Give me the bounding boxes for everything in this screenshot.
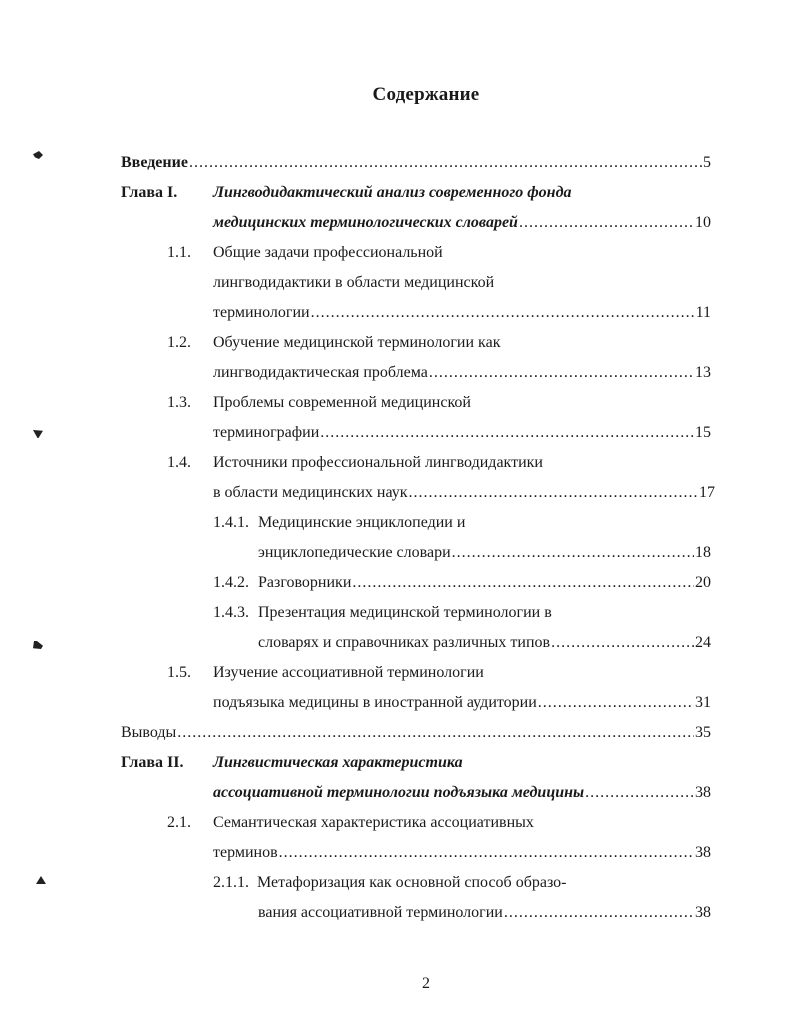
toc-number: 1.4.2.: [213, 574, 249, 591]
toc-number: 1.4.1.: [213, 514, 249, 531]
scan-mark: [36, 876, 46, 884]
toc-title-line: Разговорники: [258, 574, 352, 591]
toc-title-line: словарях и справочниках различных типов: [258, 634, 551, 651]
leader-dots: [320, 423, 694, 443]
toc-title-line: Лингводидактический анализ современного фонда: [213, 184, 572, 201]
leader-dots: [585, 783, 694, 803]
scan-mark: [33, 151, 43, 159]
toc-number: 1.3.: [167, 394, 191, 411]
toc-number: 1.4.3.: [213, 604, 249, 621]
toc-page: 18: [695, 544, 711, 561]
leader-dots: [311, 303, 695, 323]
toc-page: 38: [695, 904, 711, 921]
toc-title-line: Лингвистическая характеристика: [213, 754, 463, 771]
toc-title-line: Семантическая характеристика ассоциативных: [213, 814, 534, 831]
toc-page: 38: [695, 784, 711, 801]
toc-entry-1-4-1: [258, 543, 711, 563]
toc-title-line: Презентация медицинской терминологии в: [258, 604, 552, 621]
toc-title-line: вания ассоциативной терминологии: [258, 904, 503, 921]
leader-dots: [352, 573, 694, 593]
toc-page: 13: [695, 364, 711, 381]
toc-entry-1-3: [213, 423, 711, 443]
toc-title-line: медицинских терминологических словарей: [213, 214, 518, 231]
toc-title-line: Медицинские энциклопедии и: [258, 514, 466, 531]
toc-number: Глава II.: [121, 754, 184, 771]
page-number: 2: [422, 975, 430, 992]
toc-page: 11: [695, 304, 711, 321]
leader-dots: [538, 693, 694, 713]
toc-entry-2-1-1: [258, 903, 711, 923]
toc-entry-conclusions: [121, 723, 711, 743]
toc-page: 31: [695, 694, 711, 711]
toc-entry-2-1: [213, 843, 711, 863]
toc-entry-1-1: [213, 303, 711, 323]
toc-number: 1.4.: [167, 454, 191, 471]
toc-title-line: энциклопедические словари: [258, 544, 451, 561]
scan-mark: [33, 641, 43, 649]
toc-title-line: Метафоризация как основной способ образо-: [257, 874, 567, 891]
toc-page: 24: [695, 634, 711, 651]
toc-number: 1.2.: [167, 334, 191, 351]
leader-dots: [519, 213, 694, 233]
leader-dots: [452, 543, 694, 563]
toc-page: 10: [695, 214, 711, 231]
leader-dots: [504, 903, 694, 923]
toc-label: Выводы: [121, 724, 177, 741]
toc-title-line: подъязыка медицины в иностранной аудитории: [213, 694, 537, 711]
toc-page: 17: [699, 484, 715, 501]
toc-page: 35: [695, 724, 711, 741]
toc-entry-chapter-1: [213, 213, 711, 233]
toc-title-line: терминов: [213, 844, 278, 861]
scan-mark: [33, 430, 43, 438]
toc-entry-1-4: [213, 483, 715, 503]
toc-page: 38: [695, 844, 711, 861]
toc-title-line: Обучение медицинской терминологии как: [213, 334, 501, 351]
toc-number: 1.5.: [167, 664, 191, 681]
toc-title-line: ассоциативной терминологии подъязыка медицины: [213, 784, 585, 801]
leader-dots: [177, 723, 694, 743]
toc-title-line: в области медицинских наук: [213, 484, 408, 501]
toc-title-line: лингводидактики в области медицинской: [213, 274, 495, 291]
toc-label: Введение: [121, 154, 188, 171]
toc-page: 15: [695, 424, 711, 441]
toc-number: 1.1.: [167, 244, 191, 261]
leader-dots: [551, 633, 694, 653]
toc-title-line: Общие задачи профессиональной: [213, 244, 443, 261]
toc-title-line: лингводидактическая проблема: [213, 364, 428, 381]
toc-title-line: терминографии: [213, 424, 320, 441]
toc-title-line: Изучение ассоциативной терминологии: [213, 664, 484, 681]
toc-number: 2.1.1.: [213, 874, 249, 891]
leader-dots: [409, 483, 698, 503]
page-title: Содержание: [372, 84, 480, 105]
toc-entry-1-4-3: [258, 633, 711, 653]
leader-dots: [189, 153, 702, 173]
toc-number: Глава I.: [121, 184, 178, 201]
toc-title-line: терминологии: [213, 304, 310, 321]
toc-entry-introduction: [121, 153, 711, 173]
toc-entry-1-2: [213, 363, 711, 383]
toc-page: 20: [695, 574, 711, 591]
toc-entry-1-5: [213, 693, 711, 713]
toc-number: 2.1.: [167, 814, 191, 831]
leader-dots: [279, 843, 694, 863]
toc-title-line: Источники профессиональной лингводидактики: [213, 454, 543, 471]
toc-entry-1-4-2: [258, 573, 711, 593]
toc-title-line: Проблемы современной медицинской: [213, 394, 471, 411]
leader-dots: [429, 363, 694, 383]
toc-entry-chapter-2: [213, 783, 711, 803]
toc-page: 5: [703, 154, 711, 171]
